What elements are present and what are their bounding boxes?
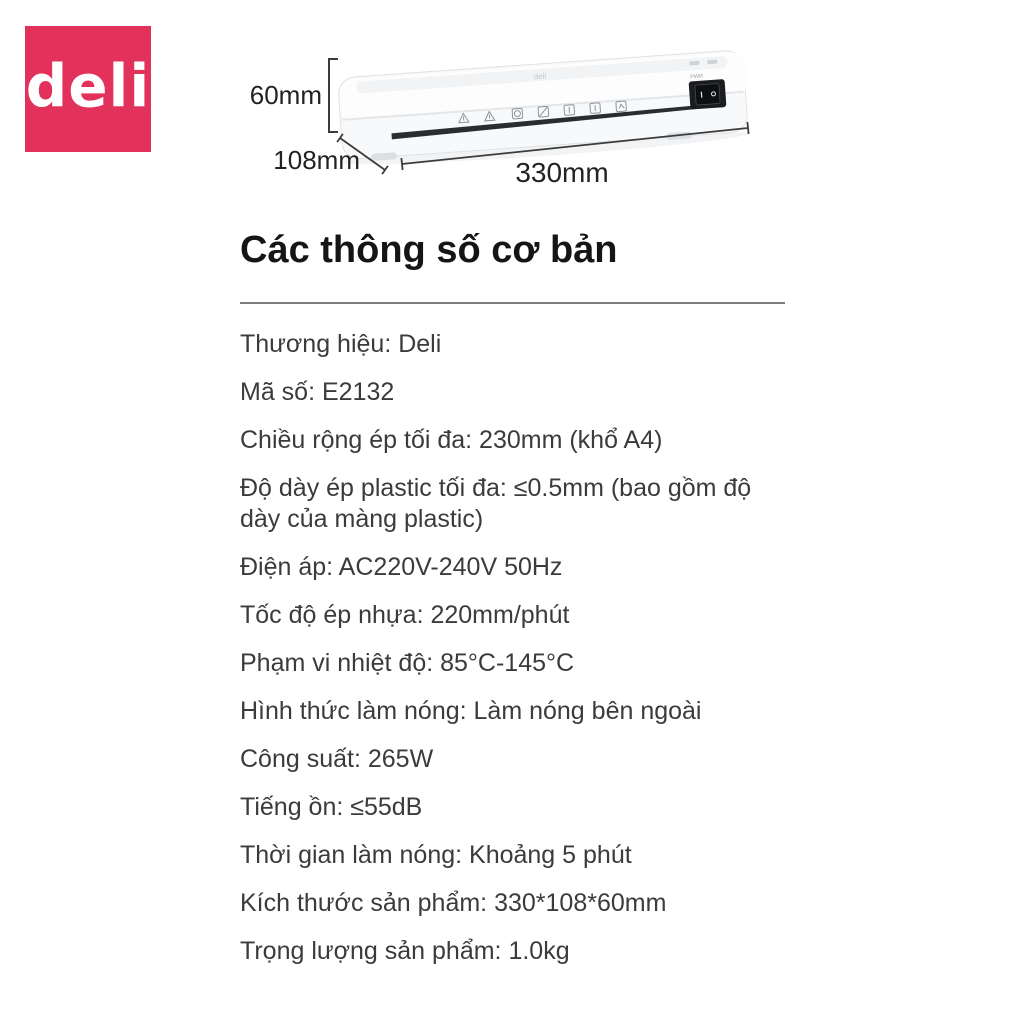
spec-row: Phạm vi nhiệt độ: 85°C-145°C (240, 649, 575, 677)
spec-row: Điện áp: AC220V-240V 50Hz (240, 553, 563, 581)
top-right-mark-1 (689, 61, 699, 66)
power-switch-label: PWR (690, 73, 704, 81)
spec-row: Thời gian làm nóng: Khoảng 5 phút (240, 841, 632, 869)
spec-row: Trọng lượng sản phẩm: 1.0kg (240, 937, 570, 965)
height-dimension-bracket (329, 59, 338, 132)
spec-row: Mã số: E2132 (240, 378, 395, 406)
spec-row: Hình thức làm nóng: Làm nóng bên ngoài (240, 697, 702, 725)
spec-row: Độ dày ép plastic tối đa: ≤0.5mm (bao gồm độ dày của màng plastic) (240, 474, 752, 533)
laminator-photo (332, 50, 750, 171)
height-dimension-label: 60mm (249, 80, 322, 110)
power-switch-rocker (695, 83, 720, 105)
page-title: Các thông số cơ bản (240, 229, 618, 271)
width-dimension-label: 330mm (515, 157, 609, 188)
device-brand-mark: deli (533, 71, 547, 82)
spec-row: Công suất: 265W (240, 745, 434, 773)
spec-row: Thương hiệu: Deli (240, 330, 442, 358)
product-figure (240, 22, 800, 197)
laminator-illustration (240, 22, 800, 197)
spec-row: Chiều rộng ép tối đa: 230mm (khổ A4) (240, 426, 663, 454)
spec-content (240, 228, 796, 984)
spec-list (240, 329, 796, 967)
title-divider (240, 302, 785, 304)
spec-row: Tốc độ ép nhựa: 220mm/phút (240, 601, 570, 629)
deli-logo-text: deli (25, 51, 151, 121)
spec-row: Tiếng ồn: ≤55dB (240, 793, 423, 821)
depth-dimension-label: 108mm (273, 145, 360, 175)
deli-logo (25, 26, 151, 152)
spec-row: Kích thước sản phẩm: 330*108*60mm (240, 889, 667, 917)
top-right-mark-2 (707, 60, 717, 65)
